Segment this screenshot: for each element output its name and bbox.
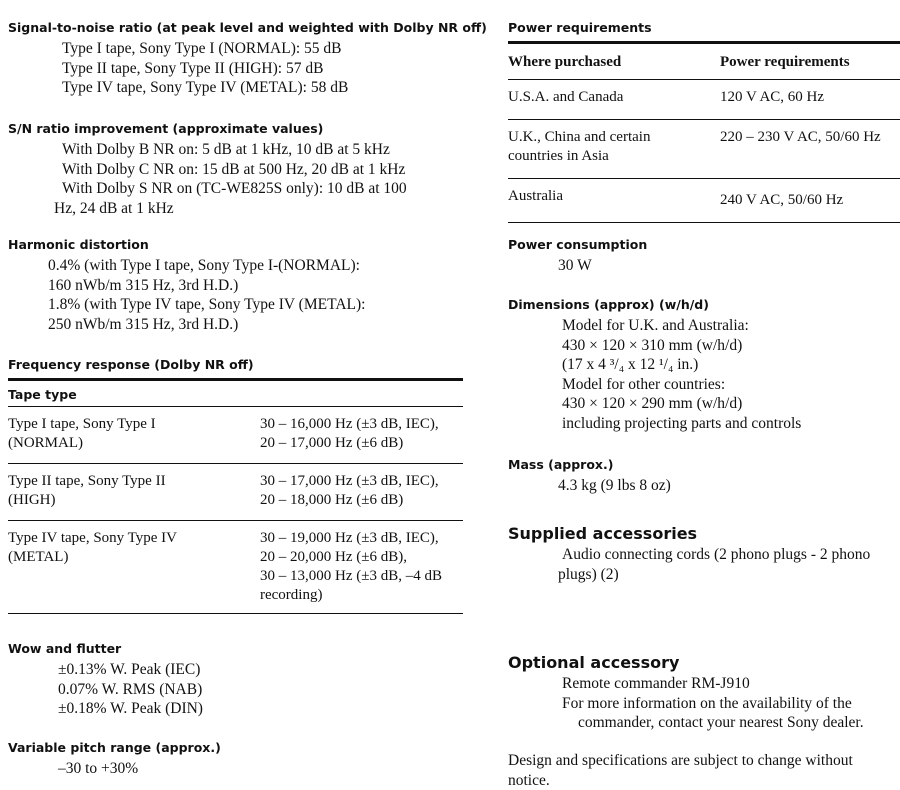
table-row [508, 120, 900, 179]
snr-section [8, 20, 487, 98]
spec-line: 430 × 120 × 310 mm (w/h/d) [562, 336, 743, 354]
table-bottom-rule [508, 222, 900, 223]
spec-line: commander, contact your nearest Sony dealer. [578, 714, 864, 731]
wow-flutter-section [8, 641, 463, 719]
spec-line: Type I tape, Sony Type I (NORMAL): 55 dB [62, 40, 342, 57]
column-header: Where purchased [508, 54, 622, 70]
where-cell: U.S.A. and Canada [508, 80, 720, 120]
section-heading: Harmonic distortion [8, 237, 149, 252]
response-cell: 30 – 19,000 Hz (±3 dB, IEC), 20 – 20,000 Hz (±6 dB), 30 – 13,000 Hz (±3 dB, –4 dB recording) [260, 521, 463, 614]
table-header-row [508, 44, 900, 80]
spec-line: 0.07% W. RMS (NAB) [58, 680, 203, 698]
section-heading: Mass (approx.) [508, 457, 614, 472]
section-heading: Supplied accessories [508, 524, 698, 543]
pitch-range-section [8, 740, 463, 779]
power-cell: 220 – 230 V AC, 50/60 Hz [720, 120, 900, 179]
section-heading: Optional accessory [508, 653, 680, 672]
column-header: Power requirements [720, 54, 850, 70]
where-cell: U.K., China and certain countries in Asia [508, 120, 720, 179]
spec-line: 160 nWb/m 315 Hz, 3rd H.D.) [48, 276, 239, 294]
tape-type-cell: Type II tape, Sony Type II (HIGH) [8, 464, 260, 521]
power-table [508, 44, 900, 222]
power-cell: 120 V AC, 60 Hz [720, 80, 900, 120]
spec-line: With Dolby S NR on (TC-WE825S only): 10 dB at 100 [62, 180, 407, 197]
spec-line: Remote commander RM-J910 [562, 675, 750, 692]
notice-line: notice. [508, 771, 550, 789]
spec-line: Type II tape, Sony Type II (HIGH): 57 dB [62, 59, 324, 77]
harmonic-distortion-section [8, 237, 463, 334]
spec-line: With Dolby B NR on: 5 dB at 1 kHz, 10 dB at 5 kHz [62, 141, 390, 158]
frequency-table [8, 407, 463, 613]
optional-accessory-section [508, 653, 900, 733]
spec-line: 1.8% (with Type IV tape, Sony Type IV (METAL): [48, 296, 366, 313]
supplied-accessories-section [508, 524, 900, 584]
notice-section [508, 751, 900, 790]
spec-line: Type IV tape, Sony Type IV (METAL): 58 dB [62, 79, 349, 96]
section-heading: S/N ratio improvement (approximate values) [8, 121, 324, 136]
spec-line: 4.3 kg (9 lbs 8 oz) [558, 477, 671, 494]
spec-line: plugs) (2) [558, 565, 619, 583]
table-row [8, 464, 463, 521]
spec-line: (17 x 4 ³/₄ x 12 ¹/₄ in.) [562, 356, 699, 373]
spec-line: For more information on the availability of the [562, 694, 852, 712]
spec-line: With Dolby C NR on: 15 dB at 500 Hz, 20 dB at 1 kHz [62, 160, 406, 178]
spec-line: 0.4% (with Type I tape, Sony Type I-(NORMAL): [48, 257, 360, 274]
table-header: Tape type [8, 387, 77, 402]
power-consumption-section [508, 237, 900, 276]
section-heading: Wow and flutter [8, 641, 122, 656]
dimensions-section [508, 297, 900, 433]
section-heading: Signal-to-noise ratio (at peak level and weighted with Dolby NR off) [8, 20, 487, 35]
power-cell: 240 V AC, 50/60 Hz [720, 179, 900, 223]
spec-line: 250 nWb/m 315 Hz, 3rd H.D.) [48, 315, 239, 333]
sn-improvement-section [8, 121, 463, 218]
spec-line: Model for other countries: [562, 375, 726, 393]
frequency-response-section [8, 357, 463, 614]
section-heading: Frequency response (Dolby NR off) [8, 357, 254, 372]
section-heading: Power consumption [508, 237, 648, 252]
power-requirements-section [508, 20, 900, 223]
table-row [8, 521, 463, 614]
section-heading: Power requirements [508, 20, 652, 35]
section-heading: Dimensions (approx) (w/h/d) [508, 297, 709, 312]
section-heading: Variable pitch range (approx.) [8, 740, 221, 755]
table-row [8, 407, 463, 464]
spec-line: –30 to +30% [58, 760, 139, 777]
spec-line: ±0.18% W. Peak (DIN) [58, 700, 203, 717]
mass-section [508, 457, 900, 496]
tape-type-cell: Type IV tape, Sony Type IV (METAL) [8, 521, 260, 614]
spec-line: Model for U.K. and Australia: [562, 317, 749, 334]
spec-line: ±0.13% W. Peak (IEC) [58, 661, 201, 678]
spec-line: 30 W [558, 257, 592, 274]
spec-line: Audio connecting cords (2 phono plugs - 2 phono [562, 546, 871, 563]
spec-line: including projecting parts and controls [562, 414, 802, 432]
spec-line: 430 × 120 × 290 mm (w/h/d) [562, 395, 743, 412]
tape-type-cell: Type I tape, Sony Type I (NORMAL) [8, 416, 156, 451]
spec-line: Hz, 24 dB at 1 kHz [54, 199, 174, 217]
response-cell: 30 – 17,000 Hz (±3 dB, IEC), 20 – 18,000 Hz (±6 dB) [260, 464, 463, 521]
where-cell: Australia [508, 179, 720, 223]
response-cell: 30 – 16,000 Hz (±3 dB, IEC), 20 – 17,000 Hz (±6 dB) [260, 416, 439, 451]
table-bottom-rule [8, 613, 463, 614]
table-row [508, 179, 900, 223]
notice-line: Design and specifications are subject to change without [508, 752, 853, 769]
table-row [508, 80, 900, 120]
